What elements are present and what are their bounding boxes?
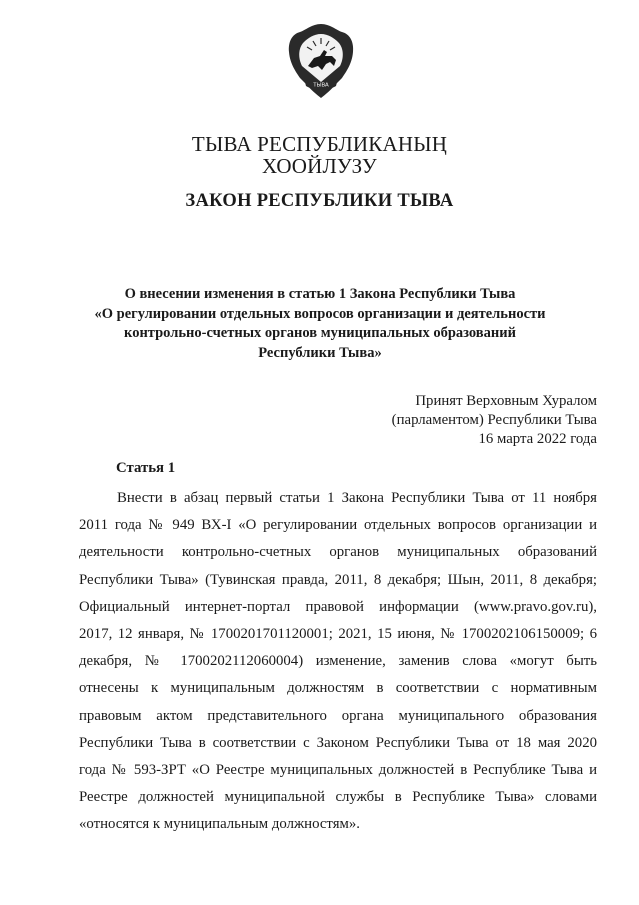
article-body <box>79 485 597 838</box>
article-heading: Статья 1 <box>116 460 176 476</box>
body-line: Республики Тыва в соответствии с Законом Республики Тыва от 18 мая 2020 <box>79 734 597 751</box>
subject-line: контрольно-счетных органов муниципальных образований <box>124 325 516 341</box>
body-line: Республики Тыва» (Тувинская правда, 2011, 8 декабря; Шын, 2011, 8 декабря; <box>79 571 597 588</box>
body-line: года № 593-ЗРТ «О Реестре муниципальных должностей в Республике Тыва и <box>79 761 597 778</box>
body-line: отнесены к муниципальным должностям в соответствии с нормативным <box>79 680 597 697</box>
subject-line: Республики Тыва» <box>258 344 382 361</box>
adoption-line: Принят Верховным Хуралом <box>415 393 597 409</box>
law-subject <box>80 285 560 363</box>
body-line: декабря, № 1700202112060004) изменение, заменив слова «могут быть <box>79 653 597 670</box>
body-line: 2011 года № 949 ВХ-I «О регулировании отдельных вопросов организации и <box>79 517 597 534</box>
subject-line: О внесении изменения в статью 1 Закона Республики Тыва <box>124 286 516 302</box>
body-line: 2017, 12 января, № 1700201701120001; 2021, 15 июня, № 1700202106150009; 6 <box>79 625 597 642</box>
subject-line: «О регулировании отдельных вопросов организации и деятельности <box>94 305 546 322</box>
body-line: Реестре должностей муниципальной службы в Республике Тыва» словами <box>79 789 597 806</box>
header-line-2: ХООЙЛУЗУ <box>262 154 377 178</box>
header-line-1: ТЫВА РЕСПУБЛИКАНЫҢ <box>191 132 448 156</box>
body-line: Внести в абзац первый статьи 1 Закона Республики Тыва от 11 ноября <box>117 490 597 506</box>
body-line: правовым актом представительного органа муниципального образования <box>79 707 597 724</box>
body-line: «относятся к муниципальным должностям». <box>79 816 360 833</box>
body-line: деятельности контрольно-счетных органов муниципальных образований <box>79 544 597 561</box>
emblem-caption: ТЫВА <box>313 82 329 89</box>
adoption-line: (парламентом) Республики Тыва <box>391 412 597 428</box>
body-line: Официальный интернет-портал правовой информации (www.pravo.gov.ru), <box>79 598 597 615</box>
tuva-emblem-icon <box>286 22 356 100</box>
adoption-line: 16 марта 2022 года <box>478 431 597 447</box>
adoption-note <box>392 392 597 449</box>
law-title: ЗАКОН РЕСПУБЛИКИ ТЫВА <box>185 191 454 211</box>
